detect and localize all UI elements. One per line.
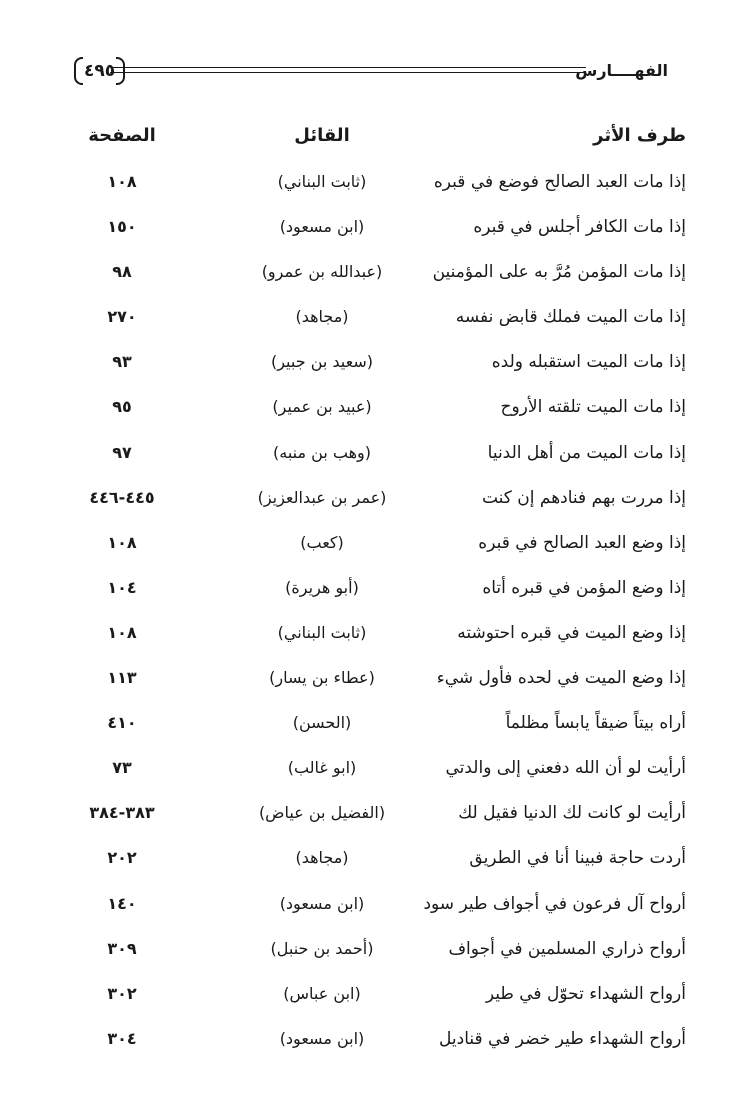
sayer-text: (ابو غالب) [287, 758, 357, 778]
trace-text: إذا وضع المؤمن في قبره أتاه [482, 577, 686, 598]
index-row [66, 975, 686, 1020]
sayer-text: (سعيد بن جبير) [270, 352, 373, 372]
page-ref: ٧٣ [112, 758, 132, 778]
index-row [66, 569, 686, 614]
page-ref: ٣٨٣-٣٨٤ [89, 803, 155, 823]
sayer-text: (ابن مسعود) [279, 893, 365, 913]
page-ref: ٣٠٩ [107, 938, 137, 958]
column-headers [66, 125, 686, 155]
sayer-text: (عمر بن عبدالعزيز) [257, 487, 387, 507]
page-ref: ١٠٨ [107, 622, 137, 642]
sayer-text: (وهب بن منبه) [273, 442, 371, 462]
trace-text: إذا وضع العبد الصالح في قبره [478, 532, 686, 553]
sayer-text: (مجاهد) [295, 848, 349, 868]
index-row [66, 479, 686, 524]
index-row [66, 163, 686, 208]
page-ref: ٩٣ [112, 352, 132, 372]
page-ref: ٣٠٤ [107, 1028, 137, 1048]
index-row [66, 524, 686, 569]
sayer-text: (ابن مسعود) [279, 1028, 365, 1048]
trace-text: أرواح الشهداء تحوّل في طير [485, 983, 686, 1004]
trace-text: إذا وضع الميت في قبره احتوشته [457, 622, 686, 643]
index-row [66, 253, 686, 298]
page-ref: ٢٧٠ [107, 307, 137, 327]
index-row [66, 930, 686, 975]
page-ref: ٩٥ [112, 397, 132, 417]
index-row [66, 298, 686, 343]
trace-text: إذا مات الميت استقبله ولده [491, 352, 686, 373]
page-number: ٤٩٥ [74, 57, 125, 85]
sayer-text: (ابن مسعود) [279, 217, 365, 237]
index-row [66, 659, 686, 704]
trace-text: إذا مات الكافر أجلس في قبره [473, 217, 686, 238]
trace-text: أرواح ذراري المسلمين في أجواف [448, 938, 686, 959]
index-row [66, 614, 686, 659]
page-ref: ٢٠٢ [107, 848, 137, 868]
sayer-text: (ثابت البناني) [277, 622, 367, 642]
trace-text: إذا مات الميت من أهل الدنيا [487, 442, 686, 463]
sayer-text: (عطاء بن يسار) [269, 668, 375, 688]
sayer-text: (أبو هريرة) [285, 577, 359, 597]
index-row [66, 704, 686, 749]
index-row [66, 208, 686, 253]
trace-text: إذا وضع الميت في لحده فأول شيء [436, 668, 686, 689]
index-row [66, 343, 686, 388]
page-ref: ١٠٨ [107, 172, 137, 191]
trace-text: أرواح الشهداء طير خضر في قناديل [439, 1028, 686, 1049]
trace-text: أراه بيتاً ضيقاً يابساً مظلماً [505, 713, 686, 734]
column-header-sayer: القائل [294, 125, 350, 146]
page-ref: ٩٧ [112, 442, 132, 462]
page-ref: ١١٣ [107, 668, 137, 688]
trace-text: إذا مات الميت تلقته الأروح [500, 397, 686, 418]
sayer-text: (مجاهد) [295, 307, 349, 327]
trace-text: أرأيت لو كانت لك الدنيا فقيل لك [458, 803, 686, 824]
column-header-trace: طرف الأثر [593, 125, 686, 146]
index-row [66, 388, 686, 433]
page-header [74, 55, 674, 95]
sayer-text: (أحمد بن حنبل) [270, 938, 374, 958]
sayer-text: (عبدالله بن عمرو) [261, 262, 383, 282]
sayer-text: (ابن عباس) [283, 983, 361, 1003]
header-rule [110, 67, 586, 73]
index-row [66, 434, 686, 479]
column-header-page: الصفحة [88, 125, 156, 146]
trace-text: أرواح آل فرعون في أجواف طير سود [423, 893, 686, 914]
index-row [66, 749, 686, 794]
page-ref: ٩٨ [112, 262, 132, 282]
index-table [66, 163, 686, 1065]
index-row [66, 839, 686, 884]
page-ref: ٤١٠ [107, 713, 137, 733]
sayer-text: (ثابت البناني) [277, 172, 367, 191]
index-row [66, 1020, 686, 1065]
index-row [66, 794, 686, 839]
sayer-text: (كعب) [300, 532, 344, 552]
sayer-text: (عبيد بن عمير) [272, 397, 372, 417]
index-row [66, 885, 686, 930]
trace-text: إذا مررت بهم فنادهم إن كنت [481, 487, 686, 508]
page-ref: ١٤٠ [107, 893, 137, 913]
trace-text: أرأيت لو أن الله دفعني إلى والدتي [445, 758, 686, 779]
trace-text: أردت حاجة فبينا أنا في الطريق [469, 848, 686, 869]
trace-text: إذا مات المؤمن مُرَّ به على المؤمنين [432, 262, 686, 283]
trace-text: إذا مات العبد الصالح فوضع في قبره [433, 172, 686, 192]
trace-text: إذا مات الميت فملك قابض نفسه [455, 307, 686, 328]
page-ref: ١٠٨ [107, 532, 137, 552]
page-ref: ١٠٤ [107, 577, 137, 597]
page-ref: ٤٤٥-٤٤٦ [89, 487, 155, 507]
page-ref: ١٥٠ [107, 217, 137, 237]
page-ref: ٣٠٢ [107, 983, 137, 1003]
sayer-text: (الفضيل بن عياض) [258, 803, 386, 823]
sayer-text: (الحسن) [292, 713, 352, 733]
section-title: الفهــــارس [575, 61, 668, 80]
